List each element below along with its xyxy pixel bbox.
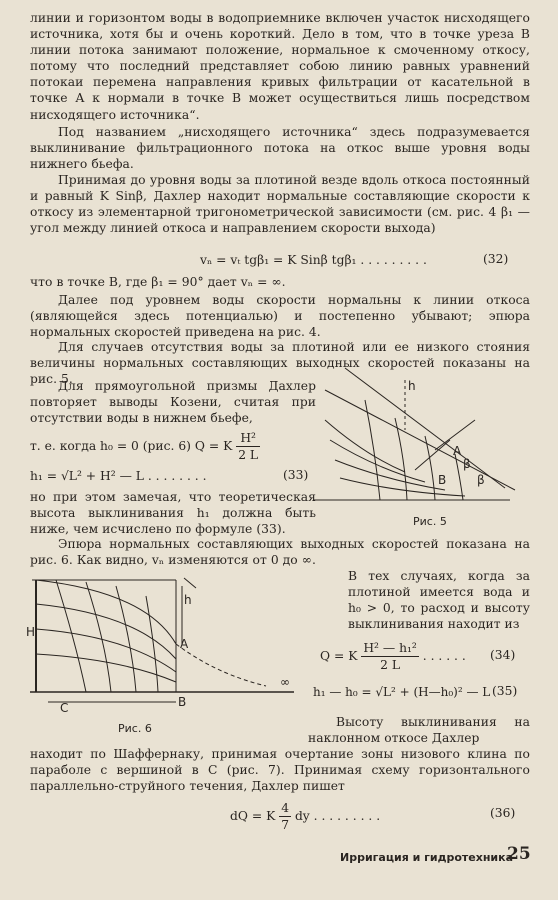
equation-36 xyxy=(230,800,380,833)
paragraph-4: что в точке В, где β₁ = 90° дает vₙ = ∞. xyxy=(30,275,286,289)
equation-33-number: (33) xyxy=(283,468,309,482)
equation-32-number: (32) xyxy=(483,252,509,266)
figure-6-label-b: B xyxy=(178,695,187,709)
paragraph-11: находит по Шаффернаку, принимая очертание зоны низового клина по параболе с вершиной в C (рис. 7). Принимая схему горизонтального параллельно-струйного течения, Дахлер пишет xyxy=(30,747,530,794)
figure-6-label-h-upper: H xyxy=(26,625,36,639)
equation-36-number: (36) xyxy=(490,806,516,820)
paragraph-1: линии и горизонтом воды в водоприемнике включен участок нисходящего источника, хотя бы и очень короткий. Дело в том, что в точке уреза В линии потока занимают положение, нормальное к смоченному откосу, потому что последний представляет собою линию равных уравнений потокаи перемена направления кривых фильтрации от касательной в точке А к нормали в точке В может осуществиться лишь посредством нисходящего источника“. xyxy=(30,11,530,122)
paragraph-5: Далее под уровнем воды скорости нормальны к линии откоса (являющейся здесь потенциалью) и постепенно убывают; эпюра нормальных скоростей приведена на рис. 4. xyxy=(30,293,530,340)
figure-6-label-a: A xyxy=(180,637,189,651)
paragraph-11-lead: Высоту выклинивания на наклонном откосе Дахлер xyxy=(308,715,530,746)
paragraph-7: Для прямоугольной призмы Дахлер повторяет выводы Козени, считая при отсутствии воды в нижнем бьефе, xyxy=(30,379,316,426)
equation-36-denominator: 7 xyxy=(281,818,290,832)
equation-34 xyxy=(320,640,466,673)
figure-5-label-beta1: β xyxy=(463,457,471,471)
journal-title: Ирригация и гидротехника xyxy=(340,851,514,864)
equation-q1 xyxy=(30,430,260,463)
equation-34-fraction xyxy=(361,640,419,673)
equation-33: h₁ = √L² + H² — L . . . . . . . . xyxy=(30,469,207,483)
equation-36-tail: dy . . . . . . . . . xyxy=(294,809,381,823)
paragraph-8: но при этом замечая, что теоретическая высота выклинивания h₁ должна быть ниже, чем исчислено по формуле (33). xyxy=(30,490,316,537)
paragraph-3: Принимая до уровня воды за плотиной везде вдоль откоса постоянный и равный K Sinβ, Дахлер находит нормальные составляющие скорости к откосу из элементарной тригонометрической зависимости (см. рис. 4 β₁ — угол между линией откоса и направлением скорости выхода) xyxy=(30,173,530,236)
figure-6-label-infinity: ∞ xyxy=(280,675,290,689)
figure-6-label-h: h xyxy=(184,593,192,607)
paragraph-10: В тех случаях, когда за плотиной имеется вода и h₀ > 0, то расход и высоту выклинивания находит из xyxy=(348,569,530,632)
equation-q1-lead: т. е. когда h₀ = 0 (рис. 6) Q = K xyxy=(30,439,233,453)
equation-34-denominator: 2 L xyxy=(380,658,401,672)
figure-5-label-h: h xyxy=(408,379,416,393)
paragraph-2: Под названием „нисходящего источника“ здесь подразумевается выклинивание фильтрационного потока на откос выше уровня воды нижнего бьефа. xyxy=(30,125,530,172)
equation-36-fraction xyxy=(279,800,291,833)
equation-36-numerator: 4 xyxy=(281,801,290,815)
figure-6-caption: Рис. 6 xyxy=(118,722,152,735)
equation-32: vₙ = vₜ tgβ₁ = K Sinβ tgβ₁ . . . . . . . . . xyxy=(200,253,427,267)
equation-34-dots: . . . . . . xyxy=(422,649,466,663)
equation-34-numerator: H² — h₁² xyxy=(363,641,417,655)
figure-5-caption: Рис. 5 xyxy=(413,515,447,528)
equation-36-lead: dQ = K xyxy=(230,809,276,823)
equation-35-number: (35) xyxy=(492,684,518,698)
figure-5-label-b: B xyxy=(438,473,447,487)
figure-5 xyxy=(305,360,527,512)
paragraph-9: Эпюра нормальных составляющих выходных скоростей показана на рис. 6. Как видно, vₙ изменяются от 0 до ∞. xyxy=(30,537,530,568)
figure-6 xyxy=(26,574,302,720)
figure-5-label-a: A xyxy=(453,444,462,458)
equation-q1-denominator: 2 L xyxy=(238,448,259,462)
equation-34-number: (34) xyxy=(490,648,516,662)
paragraph-6: Для случаев отсутствия воды за плотиной или ее низкого стояния величины нормальных составляющих выходных скоростей показаны на рис. 5. xyxy=(30,340,530,387)
equation-34-lead: Q = K xyxy=(320,649,358,663)
equation-q1-numerator: H² xyxy=(236,430,260,447)
page-number: 25 xyxy=(507,844,531,864)
equation-35: h₁ — h₀ = √L² + (H—h₀)² — L xyxy=(313,685,491,699)
figure-6-label-c: C xyxy=(60,701,69,715)
figure-5-label-beta2: β xyxy=(477,473,485,487)
equation-q1-fraction xyxy=(236,430,260,463)
